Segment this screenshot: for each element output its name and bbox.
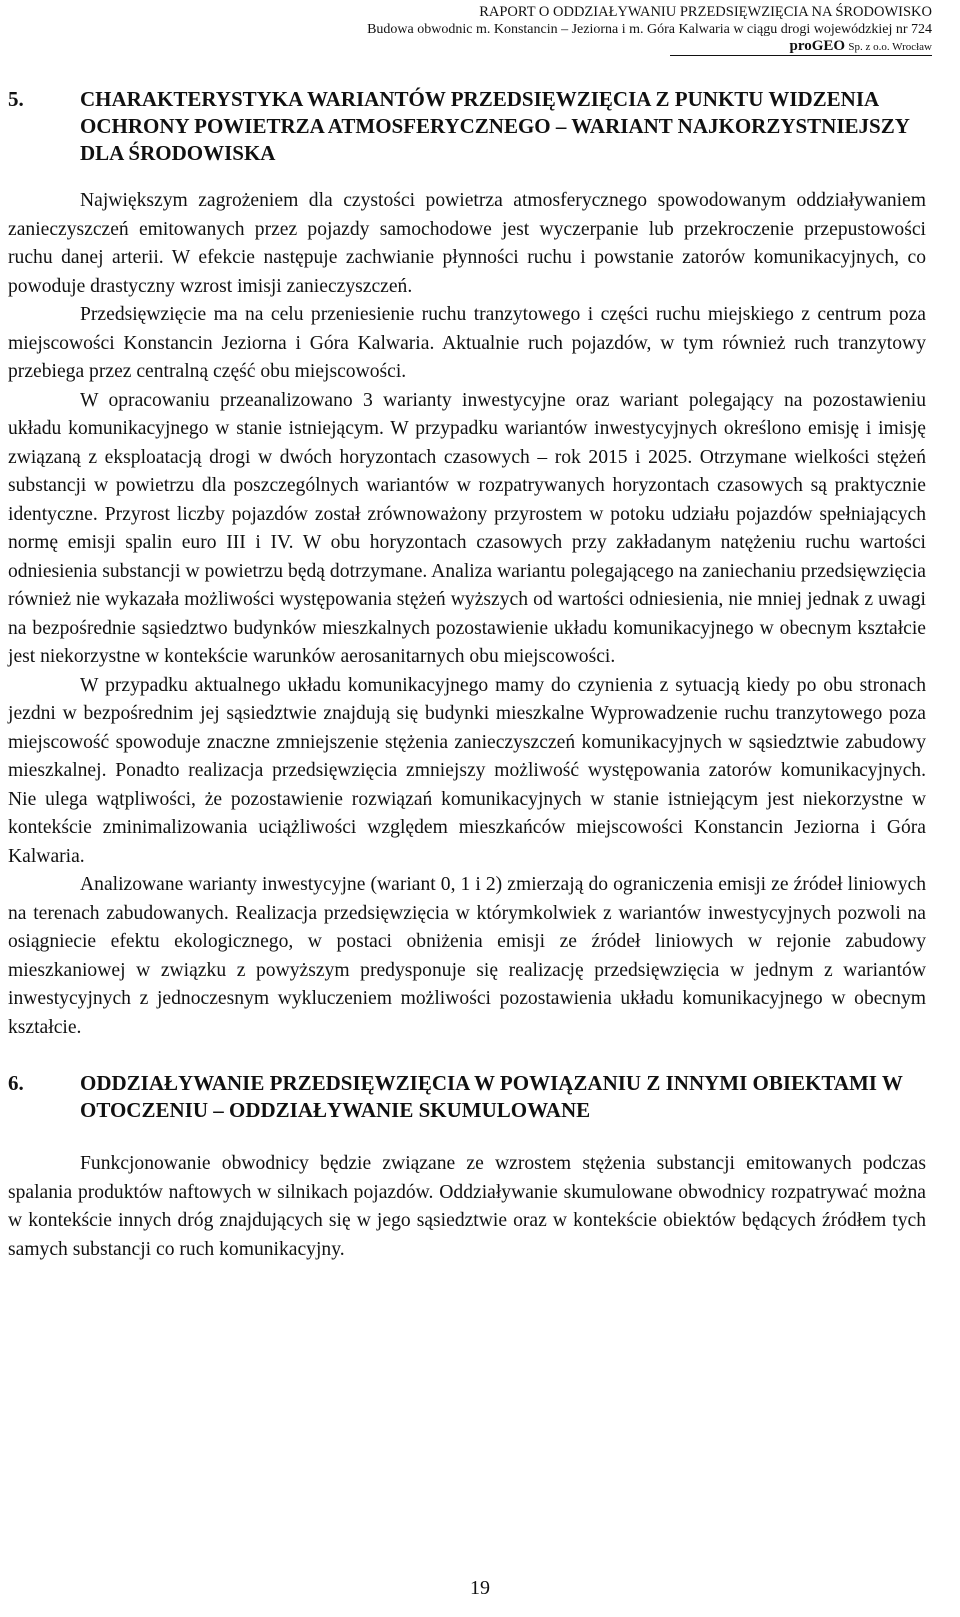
section-5-heading bbox=[8, 86, 926, 167]
paragraph: W opracowaniu przeanalizowano 3 warianty inwestycyjne oraz wariant polegający na pozostawieniu układu komunikacyjnego w stanie istniejącym. W przypadku wariantów inwestycyjnych określono emisję i imisję związaną z eksploatacją drogi w dwóch horyzontach czasowych – rok 2015 i 2025. Otrzymane wielkości stężeń substancji w powietrzu dla poszczególnych wariantów w rozpatrywanych horyzontach czasowych są praktycznie identyczne. Przyrost liczby pojazdów został zrównoważony przyrostem w potoku udziału pojazdów spełniających normę emisji spalin euro III i IV. W obu horyzontach czasowych przy zakładanym natężeniu ruchu wartości odniesienia substancji w powietrzu będą dotrzymane. Analiza wariantu polegającego na zaniechaniu przedsięwzięcia również nie wykazała możliwości występowania stężeń wyższych od wartości odniesienia, nie mniej jednak z uwagi na bezpośrednie sąsiedztwo budynków mieszkalnych pozostawienie układu komunikacyjnego w obecnym kształcie jest niekorzystne w kontekście warunków aerosanitarnych obu miejscowości. bbox=[8, 389, 926, 667]
section-number: 5. bbox=[8, 87, 24, 111]
section-title: ODDZIAŁYWANIE PRZEDSIĘWZIĘCIA W POWIĄZANIU Z INNYMI OBIEKTAMI W OTOCZENIU – ODDZIAŁYWANIE SKUMULOWANE bbox=[80, 1071, 903, 1122]
report-title: RAPORT O ODDZIAŁYWANIU PRZEDSIĘWZIĘCIA NA ŚRODOWISKO bbox=[479, 4, 932, 20]
section-title: CHARAKTERYSTYKA WARIANTÓW PRZEDSIĘWZIĘCIA Z PUNKTU WIDZENIA OCHRONY POWIETRZA ATMOSFERYCZNEGO – WARIANT NAJKORZYSTNIEJSZY DLA ŚRODOWISKA bbox=[80, 87, 910, 165]
paragraph: Przedsięwzięcie ma na celu przeniesienie ruchu tranzytowego i części ruchu miejskiego z centrum poza miejscowości Konstancin Jeziorna i Góra Kalwaria. Aktualnie ruch pojazdów, w tym również ruch tranzytowy przebiega przez centralną część obu miejscowości. bbox=[8, 304, 926, 382]
page-header bbox=[367, 4, 932, 56]
section-6-heading bbox=[8, 1070, 926, 1124]
company-details: Sp. z o.o. Wrocław bbox=[848, 41, 932, 53]
paragraph: Analizowane warianty inwestycyjne (wariant 0, 1 i 2) zmierzają do ograniczenia emisji ze źródeł liniowych na terenach zabudowanych. Realizacja przedsięwzięcia w którymkolwiek z wariantów inwestycyjnych pozwoli na osiągniecie efektu ekologicznego, w postaci obniżenia emisji ze źródeł liniowych w rejonie zabudowy mieszkaniowej w związku z powyższym predysponuje się realizację przedsięwzięcia w jednym z wariantów inwestycyjnych z jednoczesnym wykluczeniem możliwości pozostawienia układu komunikacyjnego w obecnym kształcie. bbox=[8, 874, 926, 1038]
paragraph: Największym zagrożeniem dla czystości powietrza atmosferycznego spowodowanym oddziaływaniem zanieczyszczeń emitowanych przez pojazdy samochodowe jest wyczerpanie lub przekroczenie przepustowości ruchu danej arterii. W efekcie następuje zachwianie płynności ruchu i powstanie zatorów komunikacyjnych, co powoduje drastyczny wzrost imisji zanieczyszczeń. bbox=[8, 190, 926, 297]
document-body bbox=[8, 86, 926, 1264]
paragraph: Funkcjonowanie obwodnicy będzie związane ze wzrostem stężenia substancji emitowanych podczas spalania produktów naftowych w silnikach pojazdów. Oddziaływanie skumulowane obwodnicy rozpatrywać można w kontekście innych dróg znajdujących się w jego sąsiedztwie oraz w kontekście obiektów będących źródłem tych samych substancji co ruch komunikacyjny. bbox=[8, 1153, 926, 1260]
paragraph: W przypadku aktualnego układu komunikacyjnego mamy do czynienia z sytuacją kiedy po obu stronach jezdni w bezpośrednim jej sąsiedztwie znajdują się budynki mieszkalne Wyprowadzenie ruchu tranzytowego poza miejscowość spowoduje znaczne zmniejszenie stężenia zanieczyszczeń komunikacyjnych w sąsiedztwie zabudowy mieszkalnej. Ponadto realizacja przedsięwzięcia zmniejszy możliwość występowania zatorów komunikacyjnych. Nie ulega wątpliwości, że pozostawienie rozwiązań komunikacyjnych w stanie istniejącym jest niekorzystne w kontekście zminimalizowania uciążliwości względem mieszkańców miejscowości Konstancin Jeziorna i Góra Kalwaria. bbox=[8, 674, 926, 867]
company-name: proGEO bbox=[789, 38, 846, 54]
project-subtitle: Budowa obwodnic m. Konstancin – Jeziorna i m. Góra Kalwaria w ciągu drogi wojewódzkiej nr 724 bbox=[367, 22, 932, 37]
company-line bbox=[670, 38, 933, 56]
page-number: 19 bbox=[470, 1577, 490, 1599]
section-number: 6. bbox=[8, 1071, 24, 1095]
